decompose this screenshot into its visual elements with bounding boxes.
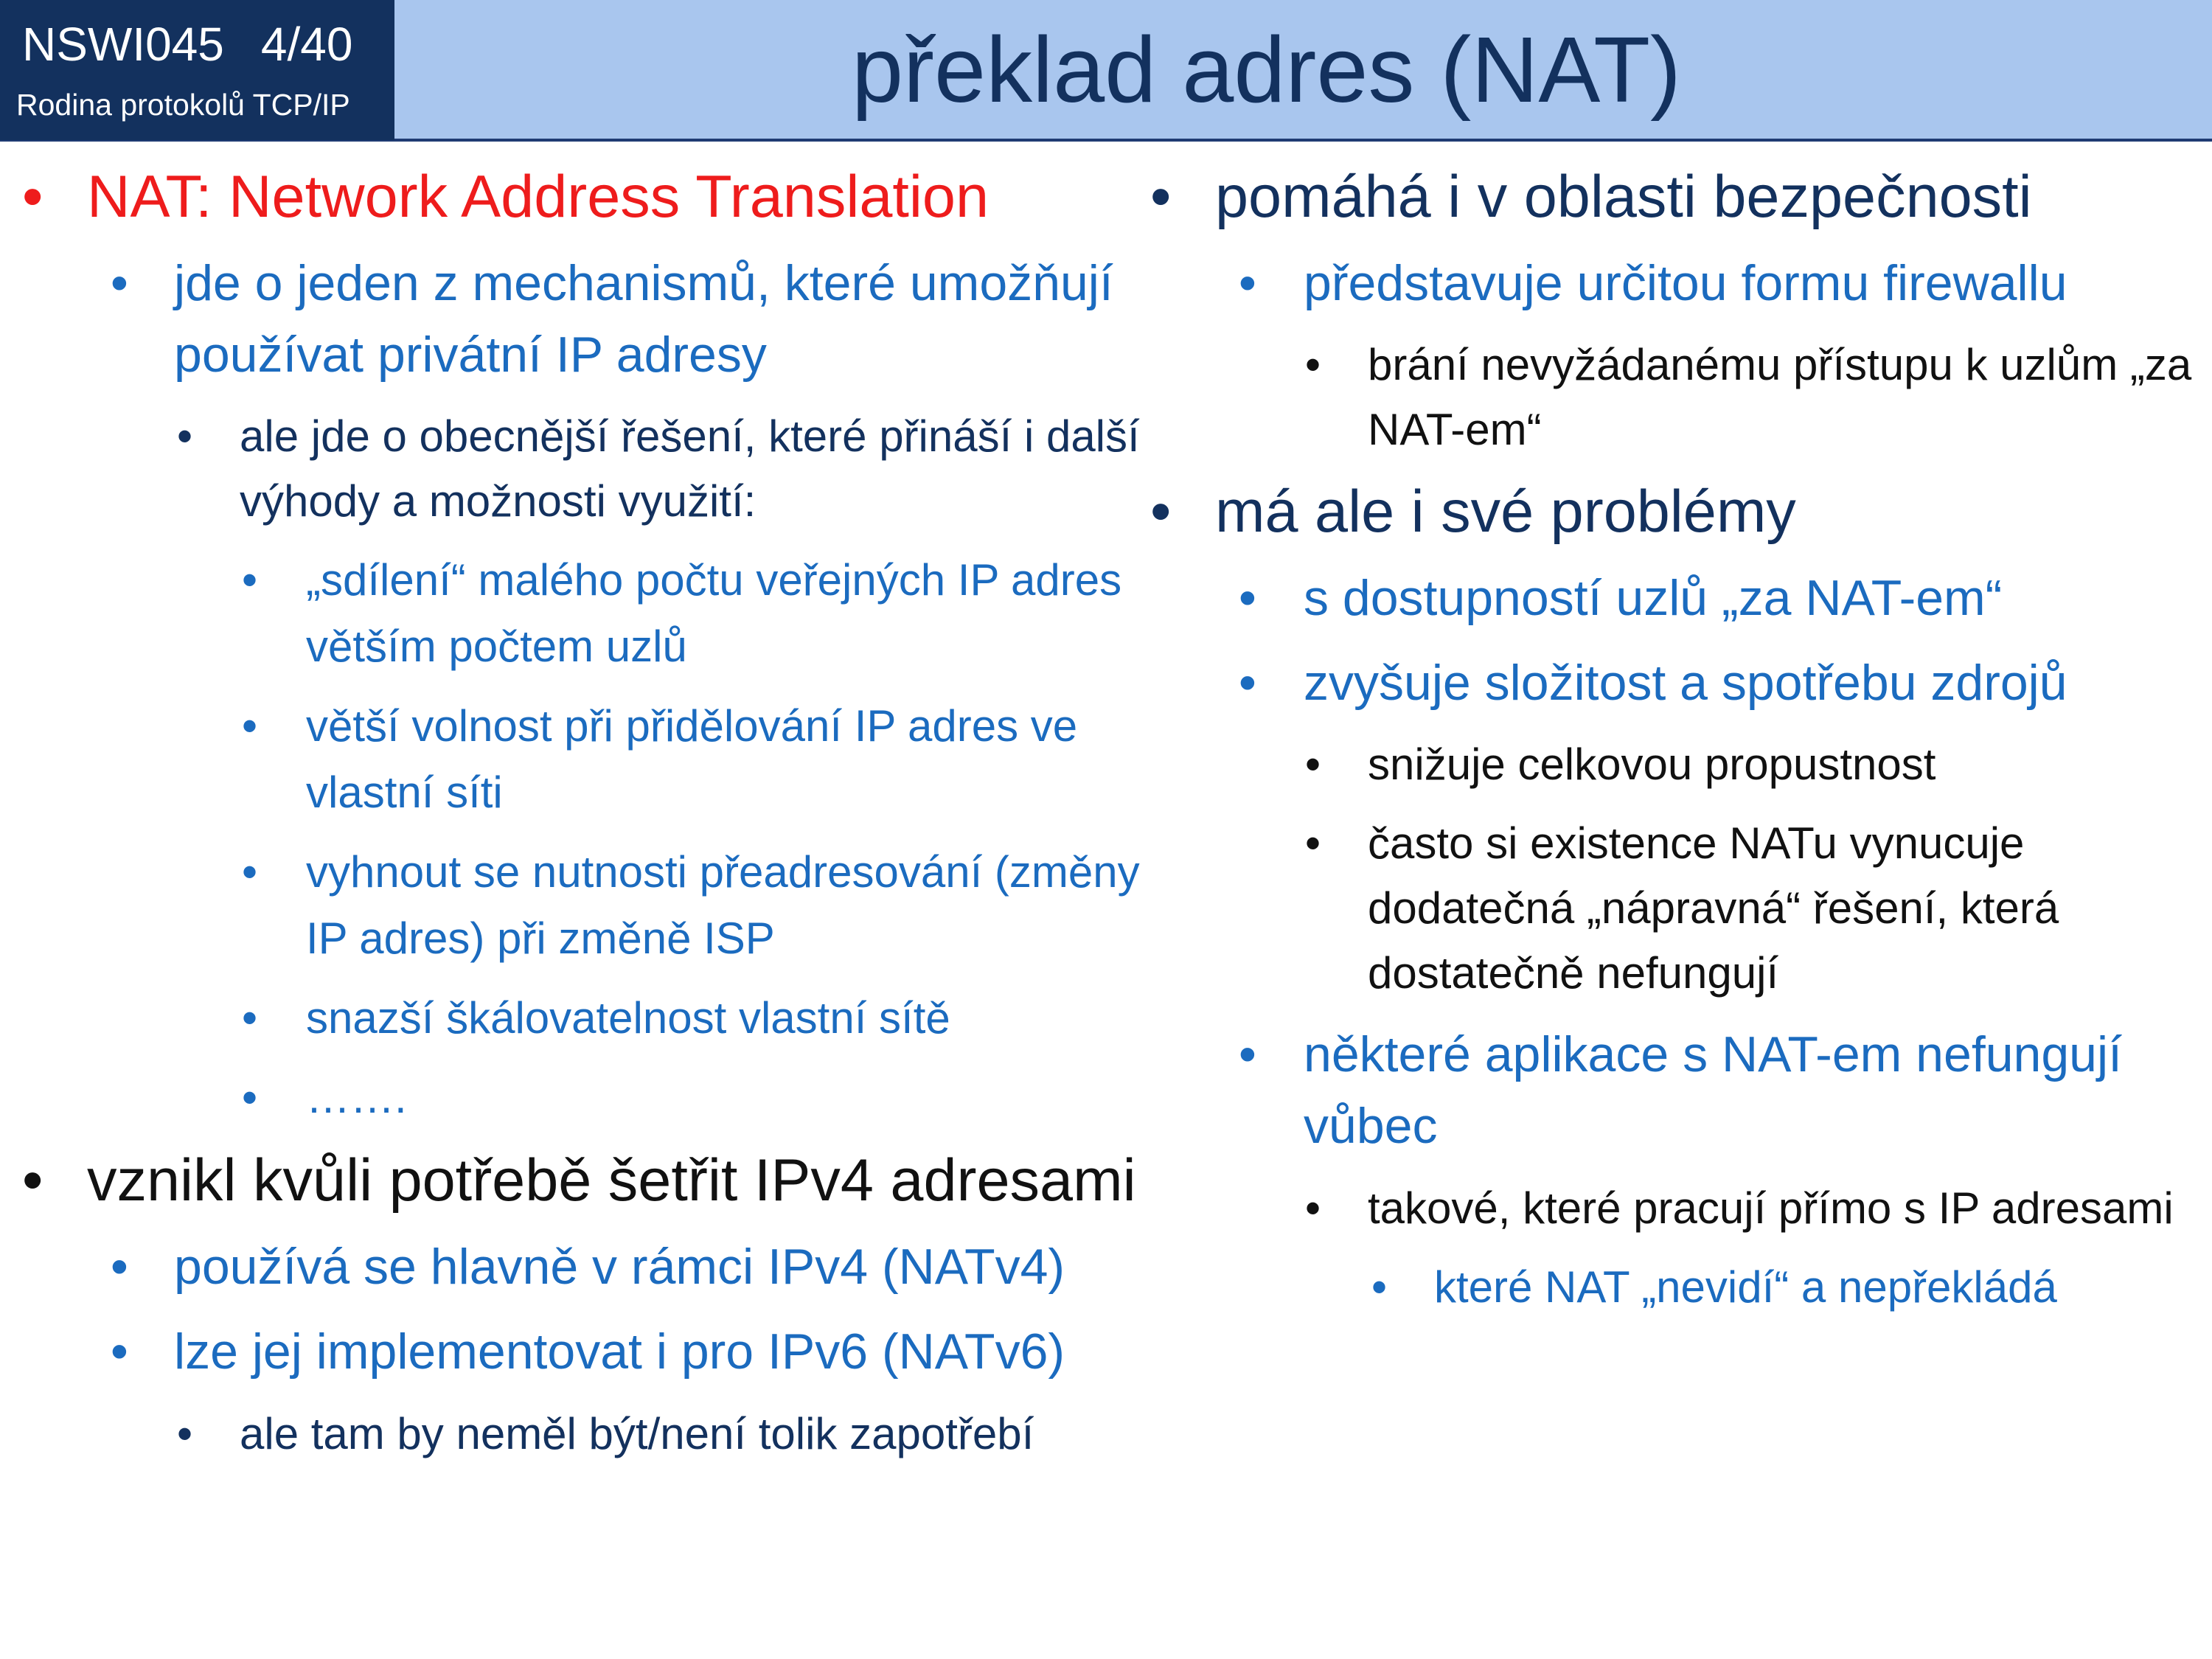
course-code: NSWI045 bbox=[22, 18, 224, 71]
bullet-item-level-3 bbox=[0, 404, 1150, 534]
bullet-text: větší volnost při přidělování IP adres ve vlastní síti bbox=[306, 701, 1078, 818]
bullet-text: ale tam by neměl být/není tolik zapotřebí bbox=[240, 1408, 1034, 1458]
bullet-item-level-3 bbox=[1135, 333, 2205, 462]
bullet-item-level-2 bbox=[0, 1316, 1150, 1388]
bullet-item-level-1 bbox=[1135, 161, 2205, 234]
bullet-icon: • bbox=[111, 1324, 128, 1380]
bullet-text: lze jej implementovat i pro IPv6 (NATv6) bbox=[174, 1324, 1065, 1380]
bullet-icon: • bbox=[1150, 164, 1172, 230]
bullet-text: snižuje celkovou propustnost bbox=[1368, 740, 1936, 790]
bullet-text: vznikl kvůli potřebě šetřit IPv4 adresami bbox=[87, 1147, 1136, 1214]
left-column bbox=[0, 161, 1150, 1480]
bullet-item-level-3 bbox=[1135, 732, 2205, 797]
bullet-text: představuje určitou formu firewallu bbox=[1304, 254, 2067, 311]
bullet-text: zvyšuje složitost a spotřebu zdrojů bbox=[1304, 655, 2067, 712]
bullet-icon: • bbox=[1305, 818, 1321, 868]
bullet-text: jde o jeden z mechanismů, které umožňují používat privátní IP adresy bbox=[174, 254, 1113, 383]
bullet-icon: • bbox=[111, 254, 128, 311]
bullet-text: které NAT „nevidí“ a nepřekládá bbox=[1434, 1262, 2057, 1312]
bullet-item-level-4 bbox=[0, 547, 1150, 680]
bullet-item-level-2 bbox=[1135, 248, 2205, 319]
bullet-item-level-4 bbox=[0, 1065, 1150, 1131]
bullet-item-level-2 bbox=[0, 248, 1150, 391]
bullet-icon: • bbox=[1305, 1183, 1321, 1233]
bullet-text: některé aplikace s NAT-em nefungují vůbec bbox=[1304, 1026, 2122, 1155]
bullet-icon: • bbox=[1305, 740, 1321, 790]
course-code-line bbox=[22, 16, 352, 73]
bullet-icon: • bbox=[242, 993, 258, 1043]
bullet-item-level-3 bbox=[1135, 1176, 2205, 1241]
bullet-icon: • bbox=[177, 411, 193, 462]
bullet-icon: • bbox=[1150, 479, 1172, 546]
bullet-text: takové, které pracují přímo s IP adresami bbox=[1368, 1183, 2174, 1233]
bullet-text: brání nevyžádanému přístupu k uzlům „za NAT-em“ bbox=[1368, 339, 2192, 455]
bullet-icon: • bbox=[1305, 339, 1321, 389]
bullet-item-level-4 bbox=[0, 693, 1150, 826]
slide-title: překlad adres (NAT) bbox=[851, 18, 1682, 122]
bullet-icon: • bbox=[242, 701, 258, 751]
bullet-item-level-2 bbox=[1135, 563, 2205, 634]
bullet-item-level-3 bbox=[1135, 811, 2205, 1006]
bullet-item-level-1 bbox=[0, 161, 1150, 234]
course-name: Rodina protokolů TCP/IP bbox=[16, 88, 350, 122]
bullet-item-level-4 bbox=[1135, 1254, 2205, 1321]
bullet-item-level-1 bbox=[1135, 476, 2205, 549]
bullet-icon: • bbox=[1371, 1262, 1388, 1312]
bullet-text: ……. bbox=[306, 1073, 407, 1123]
bullet-icon: • bbox=[1239, 655, 1256, 712]
bullet-text: vyhnout se nutnosti přeadresování (změny IP adres) při změně ISP bbox=[306, 847, 1140, 964]
bullet-text: ale jde o obecnější řešení, které přináší i další výhody a možnosti využití: bbox=[240, 411, 1140, 526]
bullet-icon: • bbox=[22, 164, 44, 230]
bullet-text: „sdílení“ malého počtu veřejných IP adres větším počtem uzlů bbox=[306, 555, 1122, 672]
bullet-item-level-4 bbox=[0, 985, 1150, 1051]
bullet-text: s dostupností uzlů „za NAT-em“ bbox=[1304, 569, 2003, 626]
bullet-icon: • bbox=[1239, 254, 1256, 311]
bullet-text: má ale i své problémy bbox=[1215, 479, 1796, 546]
page-number: 4/40 bbox=[260, 18, 353, 71]
bullet-icon: • bbox=[242, 847, 258, 897]
bullet-item-level-3 bbox=[0, 1402, 1150, 1467]
bullet-item-level-1 bbox=[0, 1144, 1150, 1218]
bullet-icon: • bbox=[242, 555, 258, 605]
bullet-icon: • bbox=[242, 1073, 258, 1123]
bullet-text: snazší škálovatelnost vlastní sítě bbox=[306, 993, 950, 1043]
bullet-text: používá se hlavně v rámci IPv4 (NATv4) bbox=[174, 1239, 1065, 1295]
bullet-icon: • bbox=[1239, 1026, 1256, 1083]
course-badge bbox=[0, 0, 394, 140]
bullet-item-level-2 bbox=[1135, 1019, 2205, 1162]
bullet-text: často si existence NATu vynucuje dodatečná „nápravná“ řešení, která dostatečně nefungují bbox=[1368, 818, 2059, 998]
bullet-icon: • bbox=[1239, 569, 1256, 626]
right-column bbox=[1135, 161, 2205, 1334]
bullet-text: NAT: Network Address Translation bbox=[87, 164, 989, 230]
bullet-item-level-4 bbox=[0, 839, 1150, 972]
bullet-icon: • bbox=[177, 1408, 193, 1458]
bullet-text: pomáhá i v oblasti bezpečnosti bbox=[1215, 164, 2032, 230]
bullet-icon: • bbox=[22, 1147, 44, 1214]
bullet-icon: • bbox=[111, 1239, 128, 1295]
bullet-item-level-2 bbox=[0, 1231, 1150, 1303]
bullet-item-level-2 bbox=[1135, 647, 2205, 719]
